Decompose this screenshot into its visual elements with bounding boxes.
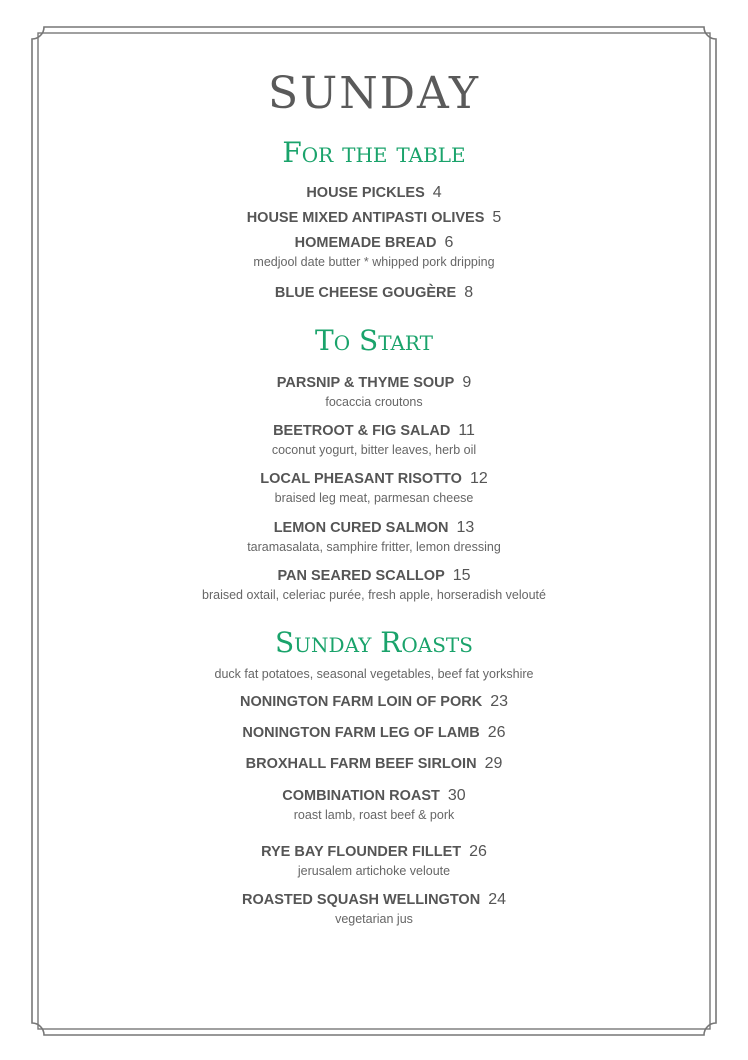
item-price: 12 [469, 470, 488, 487]
menu-item [0, 724, 748, 742]
item-name: NONINGTON FARM LOIN OF PORK [240, 694, 483, 710]
item-description: braised leg meat, parmesan cheese [274, 491, 474, 505]
menu-item [0, 891, 748, 927]
item-name: RYE BAY FLOUNDER FILLET [261, 844, 462, 860]
item-description: braised oxtail, celeriac purée, fresh apple, horseradish velouté [202, 588, 546, 602]
menu-item [0, 234, 748, 270]
item-name: BEETROOT & FIG SALAD [273, 423, 451, 439]
item-description: coconut yogurt, bitter leaves, herb oil [271, 443, 477, 457]
menu-item [0, 567, 748, 603]
item-name: NONINGTON FARM LEG OF LAMB [242, 725, 480, 741]
section-title-sunday-roasts: Sunday Roasts [275, 626, 473, 659]
menu-item [0, 693, 748, 711]
item-name: HOUSE PICKLES [306, 185, 425, 201]
item-name: LEMON CURED SALMON [273, 520, 449, 536]
item-price: 13 [456, 519, 475, 536]
item-price: 11 [458, 422, 475, 439]
item-price: 26 [487, 724, 506, 741]
menu-item [0, 787, 748, 823]
section-title-to-start: To Start [315, 324, 433, 357]
item-price: 26 [469, 843, 487, 860]
item-name: LOCAL PHEASANT RISOTTO [260, 471, 462, 487]
menu-item [0, 843, 748, 879]
item-name: COMBINATION ROAST [282, 788, 440, 804]
item-description: jerusalem artichoke veloute [297, 864, 451, 878]
menu-item [0, 519, 748, 555]
item-price: 23 [490, 693, 508, 710]
menu-item [0, 422, 748, 458]
menu-item [0, 209, 748, 227]
section-title-for-the-table: For the table [282, 136, 466, 169]
item-price: 30 [447, 787, 466, 804]
item-price: 8 [464, 284, 474, 301]
item-name: PARSNIP & THYME SOUP [276, 375, 455, 391]
menu-item [0, 184, 748, 202]
item-description: medjool date butter * whipped pork dripping [253, 255, 495, 269]
item-name: HOUSE MIXED ANTIPASTI OLIVES [246, 210, 485, 226]
menu-item [0, 374, 748, 410]
item-name: ROASTED SQUASH WELLINGTON [242, 892, 481, 908]
item-price: 24 [488, 891, 506, 908]
menu-title: SUNDAY [267, 68, 481, 119]
item-price: 15 [452, 567, 471, 584]
menu-item [0, 470, 748, 506]
item-name: PAN SEARED SCALLOP [277, 568, 445, 584]
item-description: roast lamb, roast beef & pork [293, 808, 455, 822]
item-price: 6 [444, 234, 454, 251]
item-price: 4 [432, 184, 442, 201]
menu-item [0, 284, 748, 302]
item-description: focaccia croutons [325, 395, 423, 409]
item-description: vegetarian jus [335, 912, 413, 926]
section-note: duck fat potatoes, seasonal vegetables, beef fat yorkshire [214, 667, 534, 681]
item-price: 9 [462, 374, 472, 391]
menu-item [0, 755, 748, 773]
item-name: BROXHALL FARM BEEF SIRLOIN [245, 756, 477, 772]
item-name: HOMEMADE BREAD [294, 235, 437, 251]
item-price: 29 [484, 755, 503, 772]
item-price: 5 [492, 209, 502, 226]
item-name: BLUE CHEESE GOUGÈRE [274, 285, 457, 301]
item-description: taramasalata, samphire fritter, lemon dressing [247, 540, 501, 554]
